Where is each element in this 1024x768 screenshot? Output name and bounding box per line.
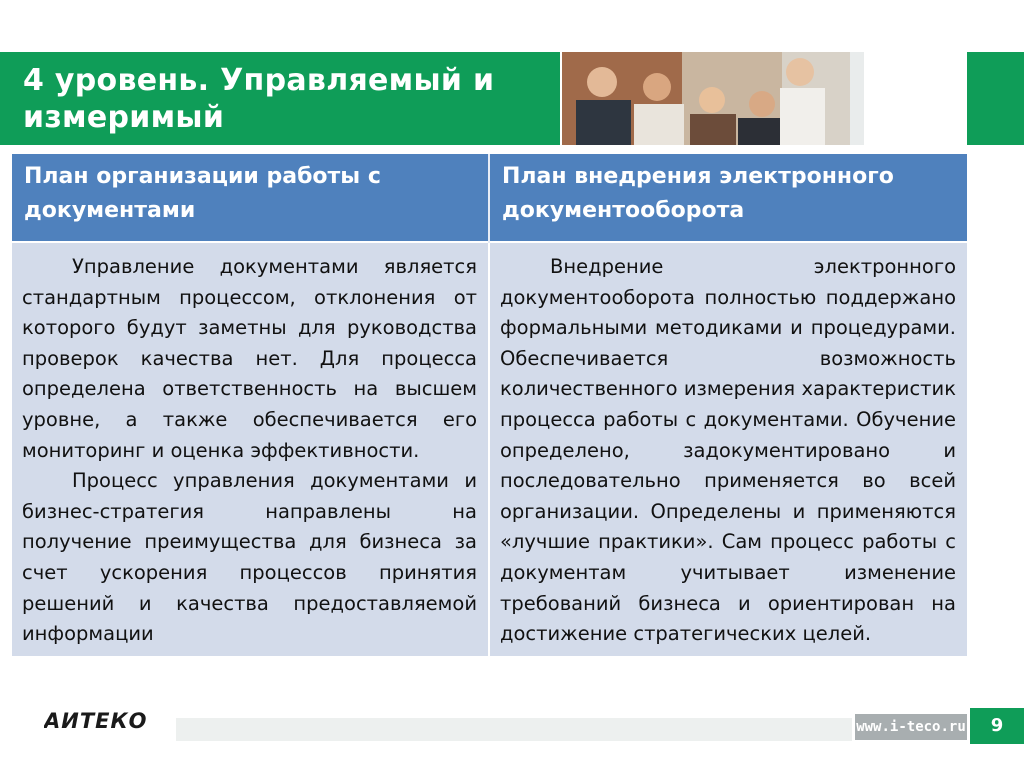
- svg-text:AИТЕКО: AИТЕКО: [44, 710, 148, 732]
- cell-organization: [12, 242, 489, 656]
- paragraph: Управление документами является стандартным процессом, отклонения от которого будут заметны для руководства проверок качества нет. Для процесса определена ответственность на высшем уровне, а также обеспечивается его мониторинг и оценка эффективности.: [22, 255, 477, 462]
- footer-url[interactable]: www.i-teco.ru: [855, 714, 967, 740]
- team-photo: [562, 52, 850, 145]
- header-accent-square: [967, 52, 1024, 145]
- paragraph: Внедрение электронного документооборота полностью поддержано формальными методиками и процедурами. Обеспечивается возможность количественного измерения характеристик процесса работы с документами. Обучение определено, задокументировано и последовательно применяется во всей организации. Определены и применяются «лучшие практики». Сам процесс работы с документам учитывает изменение требований бизнеса и ориентирован на достижение стратегических целей.: [500, 255, 956, 646]
- comparison-table: [12, 154, 967, 656]
- table-row: [12, 242, 967, 656]
- footer-band: [176, 718, 852, 741]
- page-number: 9: [970, 708, 1024, 744]
- team-photo-illustration: [562, 52, 850, 145]
- header-divider: [850, 52, 864, 145]
- slide-title: 4 уровень. Управляемый и измеримый: [23, 63, 495, 135]
- table-header-row: [12, 154, 967, 242]
- header-spacer: [867, 52, 962, 145]
- cell-edms: [489, 242, 967, 656]
- paragraph: Процесс управления документами и бизнес-стратегия направлены на получение преимущества для бизнеса за счет ускорения процессов принятия решений и качества предоставляемой информации: [22, 469, 477, 646]
- logo-wordmark: [44, 710, 159, 732]
- header-col-edms: План внедрения электронного документооборота: [489, 154, 967, 242]
- header-col-organization: План организации работы с документами: [12, 154, 489, 242]
- company-logo: [44, 710, 159, 737]
